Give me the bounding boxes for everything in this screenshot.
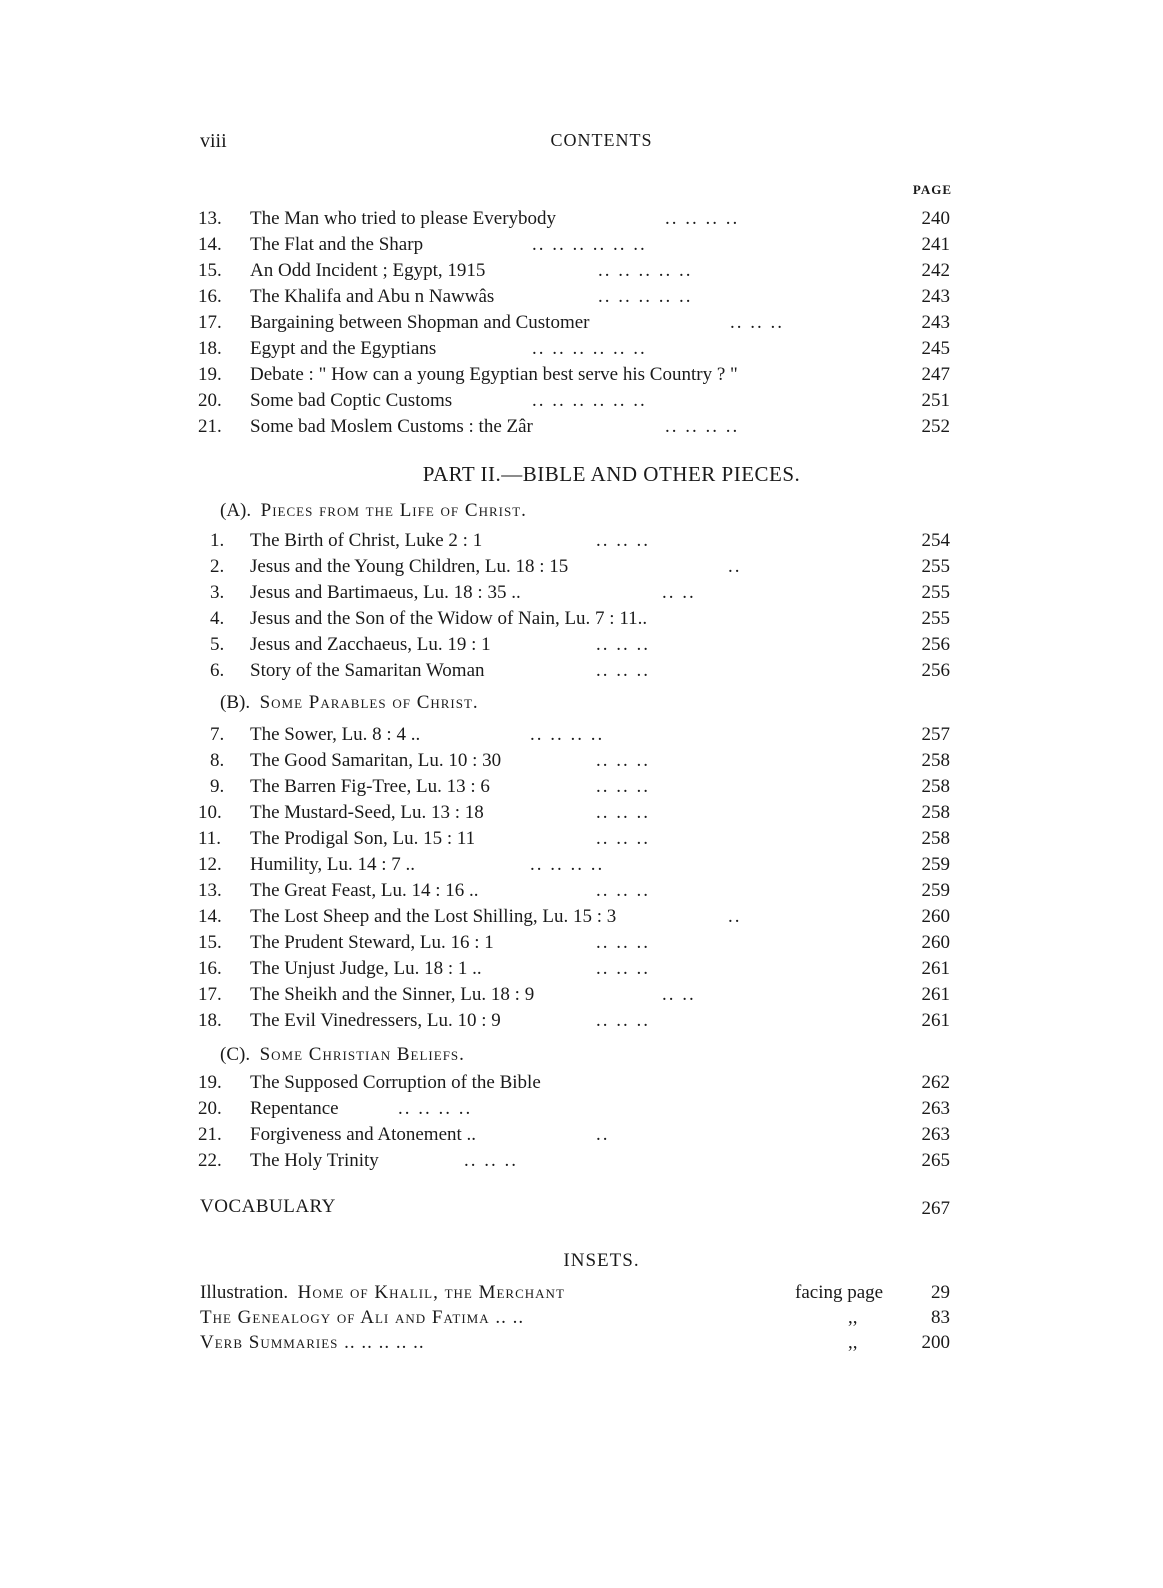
section-title: Some Parables of Christ. bbox=[259, 692, 479, 713]
entry-number: 5. bbox=[210, 634, 225, 655]
leader-dots: .. .. .. .. .. .. bbox=[532, 390, 647, 411]
entry-number: 15. bbox=[198, 260, 222, 281]
entry-number: 9. bbox=[210, 776, 225, 797]
entry-page: 251 bbox=[921, 390, 950, 411]
entry-number: 13. bbox=[198, 880, 222, 901]
toc-entry[interactable] bbox=[0, 658, 1163, 683]
toc-entry[interactable] bbox=[0, 606, 1163, 631]
entry-page: 260 bbox=[921, 932, 950, 953]
leader-dots: .. bbox=[728, 556, 742, 577]
toc-entry[interactable] bbox=[0, 206, 1163, 231]
toc-entry[interactable] bbox=[0, 258, 1163, 283]
inset-facing: facing page bbox=[795, 1282, 884, 1303]
entry-title: The Khalifa and Abu n Nawwâs bbox=[250, 286, 495, 307]
toc-entry[interactable] bbox=[0, 336, 1163, 361]
toc-entry[interactable] bbox=[0, 826, 1163, 851]
toc-entry[interactable] bbox=[0, 554, 1163, 579]
entry-title: Bargaining between Shopman and Customer bbox=[250, 312, 590, 333]
toc-entry[interactable] bbox=[0, 904, 1163, 929]
entry-number: 17. bbox=[198, 984, 222, 1005]
entry-page: 259 bbox=[921, 854, 950, 875]
entry-title: The Birth of Christ, Luke 2 : 1 bbox=[250, 530, 483, 551]
entry-title: The Lost Sheep and the Lost Shilling, Lu. 15 : 3 bbox=[250, 906, 617, 927]
toc-entry[interactable] bbox=[0, 388, 1163, 413]
entry-page: 255 bbox=[921, 556, 950, 577]
toc-entry[interactable] bbox=[0, 1070, 1163, 1095]
toc-entry[interactable] bbox=[0, 310, 1163, 335]
entry-page: 259 bbox=[921, 880, 950, 901]
entry-number: 15. bbox=[198, 932, 222, 953]
entry-page: 261 bbox=[921, 958, 950, 979]
toc-entry[interactable] bbox=[0, 528, 1163, 553]
toc-entry[interactable] bbox=[0, 1008, 1163, 1033]
inset-prefix: Illustration. bbox=[200, 1282, 289, 1303]
entry-title: Some bad Coptic Customs bbox=[250, 390, 453, 411]
entry-number: 20. bbox=[198, 390, 222, 411]
leader-dots: .. .. .. .. .. bbox=[598, 260, 693, 281]
entry-number: 21. bbox=[198, 1124, 222, 1145]
toc-entry[interactable] bbox=[0, 232, 1163, 257]
entry-title: Forgiveness and Atonement .. bbox=[250, 1124, 477, 1145]
entry-page: 258 bbox=[921, 828, 950, 849]
entry-number: 10. bbox=[198, 802, 222, 823]
entry-page: 255 bbox=[921, 582, 950, 603]
entry-title: The Sheikh and the Sinner, Lu. 18 : 9 bbox=[250, 984, 535, 1005]
entry-page: 263 bbox=[921, 1098, 950, 1119]
entry-page: 261 bbox=[921, 1010, 950, 1031]
insets-title: INSETS. bbox=[563, 1250, 640, 1271]
entry-number: 18. bbox=[198, 338, 222, 359]
section-title: Pieces from the Life of Christ. bbox=[260, 500, 527, 521]
inset-page: 200 bbox=[921, 1332, 950, 1353]
entry-page: 258 bbox=[921, 776, 950, 797]
entry-title: Story of the Samaritan Woman bbox=[250, 660, 485, 681]
entry-title: Jesus and the Young Children, Lu. 18 : 15 bbox=[250, 556, 569, 577]
entry-number: 19. bbox=[198, 1072, 222, 1093]
inset-ditto: ,, bbox=[848, 1332, 858, 1353]
entry-number: 6. bbox=[210, 660, 225, 681]
inset-entry[interactable] bbox=[0, 1305, 1163, 1330]
entry-title: Egypt and the Egyptians bbox=[250, 338, 437, 359]
entry-number: 17. bbox=[198, 312, 222, 333]
leader-dots: .. .. .. .. .. bbox=[598, 286, 693, 307]
entry-page: 252 bbox=[921, 416, 950, 437]
toc-entry[interactable] bbox=[0, 930, 1163, 955]
entry-number: 16. bbox=[198, 286, 222, 307]
leader-dots: .. bbox=[728, 906, 742, 927]
entry-page: 258 bbox=[921, 750, 950, 771]
entry-title: The Prodigal Son, Lu. 15 : 11 bbox=[250, 828, 476, 849]
leader-dots: .. .. .. .. bbox=[665, 416, 740, 437]
entry-title: The Great Feast, Lu. 14 : 16 .. bbox=[250, 880, 479, 901]
toc-entry[interactable] bbox=[0, 878, 1163, 903]
toc-entry[interactable] bbox=[0, 982, 1163, 1007]
running-title: CONTENTS bbox=[550, 130, 653, 150]
entry-number: 12. bbox=[198, 854, 222, 875]
leader-dots: .. .. .. bbox=[596, 776, 650, 797]
toc-entry[interactable] bbox=[0, 956, 1163, 981]
entry-title: Humility, Lu. 14 : 7 .. bbox=[250, 854, 416, 875]
entry-title: Some bad Moslem Customs : the Zâr bbox=[250, 416, 533, 437]
entry-title: The Sower, Lu. 8 : 4 .. bbox=[250, 724, 421, 745]
entry-title: The Barren Fig-Tree, Lu. 13 : 6 bbox=[250, 776, 490, 797]
inset-page: 29 bbox=[931, 1282, 950, 1303]
leader-dots: .. .. .. .. .. .. bbox=[532, 338, 647, 359]
vocabulary-page: 267 bbox=[921, 1198, 950, 1219]
entry-title: Jesus and Bartimaeus, Lu. 18 : 35 .. bbox=[250, 582, 521, 603]
entry-number: 19. bbox=[198, 364, 222, 385]
section-heading bbox=[220, 690, 479, 715]
inset-title: The Genealogy of Ali and Fatima .. .. bbox=[200, 1307, 525, 1328]
entry-page: 257 bbox=[921, 724, 950, 745]
section-title: Some Christian Beliefs. bbox=[259, 1044, 465, 1065]
vocabulary-entry[interactable]: VOCABULARY bbox=[200, 1196, 336, 1217]
toc-entry[interactable] bbox=[0, 1096, 1163, 1121]
leader-dots: .. .. .. .. bbox=[398, 1098, 473, 1119]
section-heading bbox=[220, 498, 527, 523]
leader-dots: .. bbox=[596, 1124, 610, 1145]
running-head bbox=[0, 130, 1163, 156]
leader-dots: .. .. bbox=[662, 582, 696, 603]
entry-number: 18. bbox=[198, 1010, 222, 1031]
leader-dots: .. .. .. .. bbox=[665, 208, 740, 229]
entry-title: The Supposed Corruption of the Bible bbox=[250, 1072, 541, 1093]
section-label: (B). bbox=[220, 692, 251, 713]
entry-title: The Good Samaritan, Lu. 10 : 30 bbox=[250, 750, 502, 771]
toc-entry[interactable] bbox=[0, 748, 1163, 773]
entry-page: 261 bbox=[921, 984, 950, 1005]
toc-entry[interactable] bbox=[0, 284, 1163, 309]
toc-entry[interactable] bbox=[0, 722, 1163, 747]
entry-number: 4. bbox=[210, 608, 225, 629]
inset-page: 83 bbox=[931, 1307, 950, 1328]
entry-page: 262 bbox=[921, 1072, 950, 1093]
entry-title: An Odd Incident ; Egypt, 1915 bbox=[250, 260, 486, 281]
leader-dots: .. .. .. bbox=[464, 1150, 518, 1171]
leader-dots: .. .. .. bbox=[596, 802, 650, 823]
entry-page: 247 bbox=[921, 364, 950, 385]
inset-entry[interactable] bbox=[0, 1280, 1163, 1305]
entry-page: 240 bbox=[921, 208, 950, 229]
entry-number: 21. bbox=[198, 416, 222, 437]
entry-title: The Mustard-Seed, Lu. 13 : 18 bbox=[250, 802, 484, 823]
leader-dots: .. .. .. .. .. .. bbox=[532, 234, 647, 255]
leader-dots: .. .. .. bbox=[596, 1010, 650, 1031]
toc-entry[interactable] bbox=[0, 852, 1163, 877]
leader-dots: .. .. .. bbox=[596, 880, 650, 901]
leader-dots: .. .. bbox=[662, 984, 696, 1005]
part-title: PART II.—BIBLE AND OTHER PIECES. bbox=[422, 462, 801, 486]
toc-entry[interactable] bbox=[0, 1122, 1163, 1147]
entry-number: 2. bbox=[210, 556, 225, 577]
toc-entry[interactable] bbox=[0, 362, 1163, 387]
section-label: (C). bbox=[220, 1044, 251, 1065]
inset-label bbox=[200, 1280, 565, 1305]
entry-page: 241 bbox=[921, 234, 950, 255]
section-label: (A). bbox=[220, 500, 252, 521]
entry-number: 7. bbox=[210, 724, 225, 745]
inset-title: Verb Summaries .. .. .. .. .. bbox=[200, 1332, 425, 1353]
entry-page: 255 bbox=[921, 608, 950, 629]
toc-entry[interactable] bbox=[0, 1148, 1163, 1173]
leader-dots: .. .. .. bbox=[596, 828, 650, 849]
leader-dots: .. .. .. .. bbox=[530, 854, 605, 875]
toc-entry[interactable] bbox=[0, 774, 1163, 799]
entry-number: 16. bbox=[198, 958, 222, 979]
entry-title: Jesus and Zacchaeus, Lu. 19 : 1 bbox=[250, 634, 491, 655]
entry-title: Jesus and the Son of the Widow of Nain, Lu. 7 : 11.. bbox=[250, 608, 648, 629]
entry-number: 1. bbox=[210, 530, 225, 551]
entry-number: 8. bbox=[210, 750, 225, 771]
leader-dots: .. .. .. bbox=[596, 530, 650, 551]
toc-entry[interactable] bbox=[0, 580, 1163, 605]
entry-title: Repentance bbox=[250, 1098, 339, 1119]
leader-dots: .. .. .. bbox=[596, 958, 650, 979]
entry-number: 3. bbox=[210, 582, 225, 603]
entry-title: The Prudent Steward, Lu. 16 : 1 bbox=[250, 932, 494, 953]
leader-dots: .. .. .. .. bbox=[530, 724, 605, 745]
entry-title: The Evil Vinedressers, Lu. 10 : 9 bbox=[250, 1010, 501, 1031]
entry-title: The Unjust Judge, Lu. 18 : 1 .. bbox=[250, 958, 482, 979]
entry-number: 20. bbox=[198, 1098, 222, 1119]
page-column-label: PAGE bbox=[912, 182, 952, 197]
leader-dots: .. .. .. bbox=[596, 660, 650, 681]
toc-entry[interactable] bbox=[0, 800, 1163, 825]
entry-page: 243 bbox=[921, 286, 950, 307]
leader-dots: .. .. .. bbox=[596, 750, 650, 771]
entry-number: 14. bbox=[198, 906, 222, 927]
folio: viii bbox=[200, 130, 227, 152]
entry-title: The Flat and the Sharp bbox=[250, 234, 424, 255]
inset-title: Home of Khalil, the Merchant bbox=[297, 1282, 565, 1303]
entry-number: 13. bbox=[198, 208, 222, 229]
section-heading bbox=[220, 1042, 465, 1067]
toc-entry[interactable] bbox=[0, 414, 1163, 439]
leader-dots: .. .. .. bbox=[596, 932, 650, 953]
entry-title: The Man who tried to please Everybody bbox=[250, 208, 557, 229]
entry-number: 22. bbox=[198, 1150, 222, 1171]
entry-page: 254 bbox=[921, 530, 950, 551]
entry-title: Debate : " How can a young Egyptian best serve his Country ? " bbox=[250, 364, 738, 385]
entry-number: 11. bbox=[198, 828, 222, 849]
entry-page: 256 bbox=[921, 660, 950, 681]
entry-number: 14. bbox=[198, 234, 222, 255]
entry-page: 243 bbox=[921, 312, 950, 333]
leader-dots: .. .. .. bbox=[596, 634, 650, 655]
entry-page: 245 bbox=[921, 338, 950, 359]
entry-page: 258 bbox=[921, 802, 950, 823]
toc-entry[interactable] bbox=[0, 632, 1163, 657]
entry-page: 265 bbox=[921, 1150, 950, 1171]
entry-title: The Holy Trinity bbox=[250, 1150, 379, 1171]
inset-ditto: ,, bbox=[848, 1307, 858, 1328]
inset-entry[interactable] bbox=[0, 1330, 1163, 1355]
entry-page: 242 bbox=[921, 260, 950, 281]
entry-page: 260 bbox=[921, 906, 950, 927]
leader-dots: .. .. .. bbox=[730, 312, 784, 333]
entry-page: 263 bbox=[921, 1124, 950, 1145]
entry-page: 256 bbox=[921, 634, 950, 655]
